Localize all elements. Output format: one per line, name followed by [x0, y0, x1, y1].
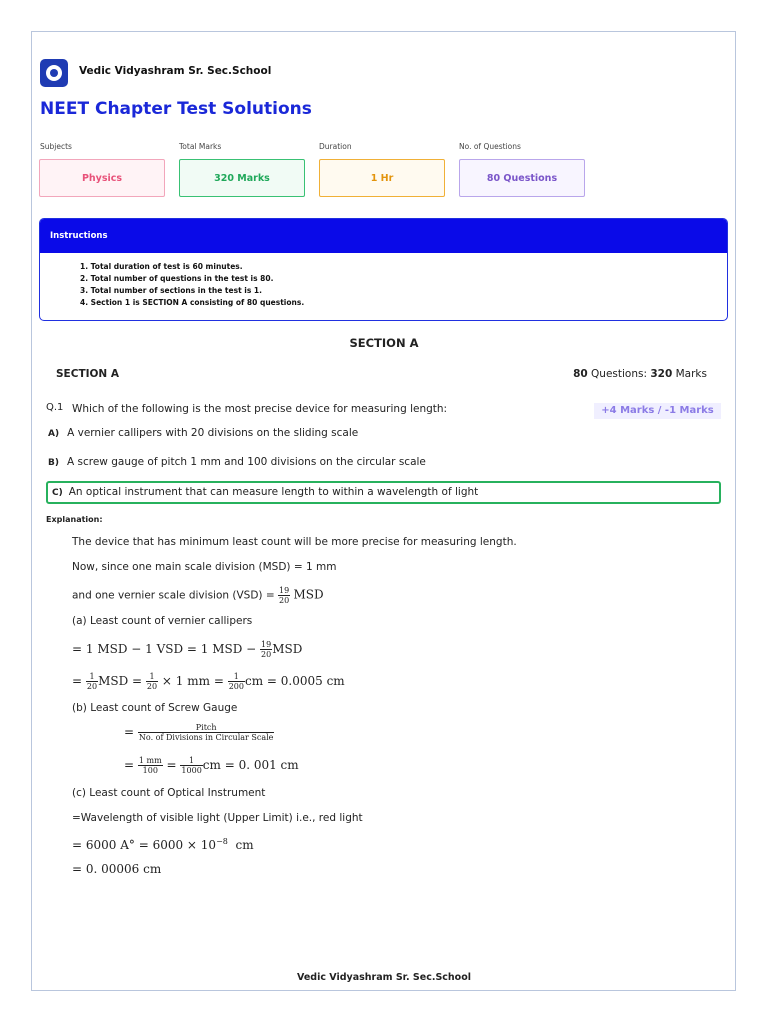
- explanation-vsd: [72, 586, 324, 605]
- page-title: NEET Chapter Test Solutions: [40, 99, 312, 119]
- instruction-item: 4. Section 1 is SECTION A consisting of 80 questions.: [80, 298, 305, 307]
- section-marks-label: Marks: [675, 368, 707, 380]
- explanation-part-a: (a) Least count of vernier callipers: [72, 615, 253, 627]
- option-text: A vernier callipers with 20 divisions on the sliding scale: [67, 427, 359, 439]
- explanation-intro: The device that has minimum least count will be more precise for measuring length.: [72, 536, 517, 548]
- stat-label-duration: Duration: [319, 142, 352, 151]
- vsd-fraction: $\frac{19}{20}$: [278, 586, 290, 605]
- option-text: A screw gauge of pitch 1 mm and 100 divisions on the circular scale: [66, 456, 426, 468]
- stat-duration: 1 Hr: [319, 159, 445, 197]
- vsd-text: and one vernier scale division (VSD) =: [72, 589, 275, 602]
- instructions-heading: Instructions: [40, 219, 727, 253]
- option-text: An optical instrument that can measure length to within a wavelength of light: [68, 486, 479, 498]
- instruction-item: 3. Total number of sections in the test is 1.: [80, 286, 262, 295]
- option-b: [48, 456, 426, 468]
- instructions-list: [40, 253, 727, 309]
- section-summary: [573, 368, 707, 380]
- option-letter: A): [48, 429, 60, 439]
- option-c-correct: [46, 481, 721, 504]
- school-name: Vedic Vidyashram Sr. Sec.School: [79, 65, 272, 77]
- stat-subjects: Physics: [39, 159, 165, 197]
- stat-label-total-marks: Total Marks: [179, 142, 222, 151]
- equation-a1: = 1 MSD − 1 VSD = 1 MSD − $\frac{19}{20}$ MSD: [72, 640, 303, 659]
- instruction-item: 1. Total duration of test is 60 minutes.: [80, 262, 243, 271]
- school-logo-icon: [40, 59, 68, 87]
- stat-questions: 80 Questions: [459, 159, 585, 197]
- section-heading: SECTION A: [349, 336, 419, 350]
- equation-b2: = $\frac{1 mm}{100}$ = $\frac{1}{1000}$ cm = 0. 001 cm: [124, 756, 299, 775]
- explanation-part-b: (b) Least count of Screw Gauge: [72, 702, 238, 714]
- option-letter: B): [48, 458, 59, 468]
- option-a: [48, 427, 358, 439]
- option-letter: C): [52, 488, 63, 498]
- section-name: SECTION A: [56, 368, 120, 380]
- equation-c1: = 6000 $A^\circ = 6000 \times 10^{-8}$ cm: [72, 837, 254, 852]
- question-text: Which of the following is the most precise device for measuring length:: [72, 403, 448, 415]
- section-marks: 320: [650, 368, 673, 380]
- explanation-part-c: (c) Least count of Optical Instrument: [72, 787, 266, 799]
- question-number: Q.1: [46, 402, 64, 413]
- section-questions-label: Questions:: [591, 368, 648, 380]
- stat-total-marks: 320 Marks: [179, 159, 305, 197]
- explanation-msd: Now, since one main scale division (MSD) = 1 mm: [72, 561, 337, 573]
- instructions-panel: [39, 218, 728, 321]
- explanation-label: Explanation:: [46, 515, 103, 524]
- section-question-count: 80: [573, 368, 588, 380]
- equation-b1: = $\frac{\text{Pitch}}{\text{No. of Divisions in Circular Scale}}$: [124, 723, 274, 742]
- stat-label-subjects: Subjects: [40, 142, 72, 151]
- equation-a2: = $\frac{1}{20}$ MSD = $\frac{1}{20}$ × 1 mm = $\frac{1}{200}$ cm = 0.0005 cm: [72, 672, 345, 691]
- stat-label-questions: No. of Questions: [459, 142, 521, 151]
- vsd-unit: MSD: [293, 587, 324, 602]
- explanation-wavelength: =Wavelength of visible light (Upper Limit) i.e., red light: [72, 812, 363, 824]
- instruction-item: 2. Total number of questions in the test is 80.: [80, 274, 274, 283]
- marking-scheme-badge: +4 Marks / -1 Marks: [594, 403, 721, 419]
- equation-c2: = 0. 00006 cm: [72, 862, 162, 876]
- footer-school-name: Vedic Vidyashram Sr. Sec.School: [297, 972, 471, 983]
